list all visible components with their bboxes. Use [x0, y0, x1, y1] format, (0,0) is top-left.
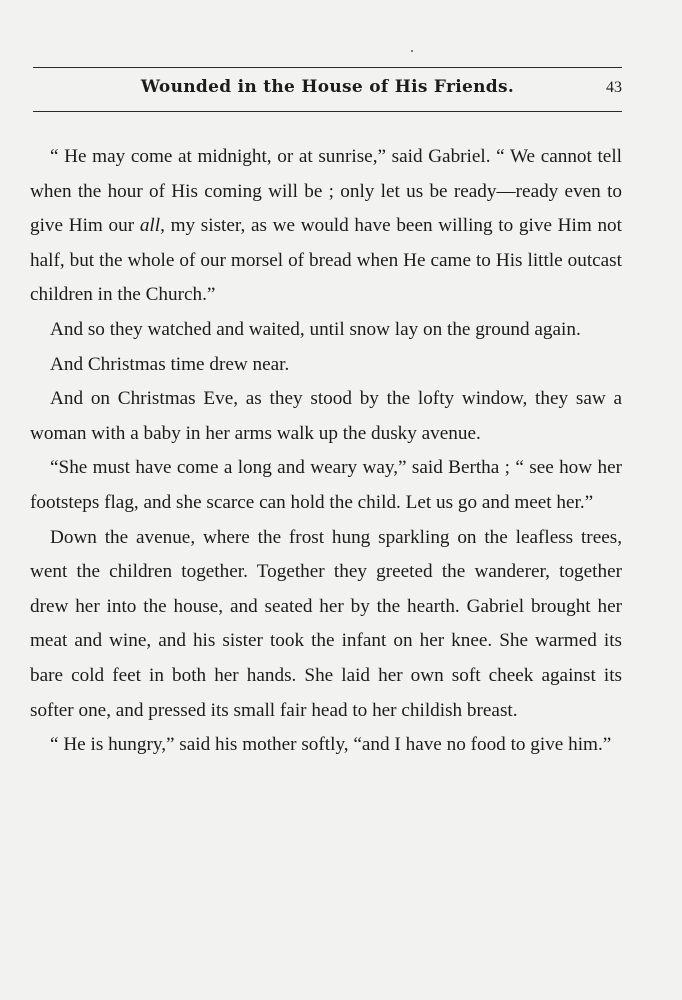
page-number: 43 [606, 79, 622, 96]
header-rule-top [33, 67, 622, 68]
paragraph: “She must have come a long and weary way,” said Bertha ; “ see how her footsteps flag, and she scarce can hold the child. Let us go and meet her.” [30, 457, 622, 513]
emphasis: all [139, 215, 161, 237]
paragraph: Down the avenue, where the frost hung sparkling on the leafless trees, went the children together. Together they greeted the wanderer, together drew her into the house, and seated her by the hearth. Gabriel brought her meat and wine, and his sister took the infant on her knee. She warmed its bare cold feet in both her hands. She laid her own soft cheek against its softer one, and pressed its small fair head to her childish breast. [30, 526, 622, 721]
header-rule-bottom [33, 111, 622, 112]
paragraph: “ He may come at midnight, or at sunrise,” said Gabriel. “ We cannot tell when the hour of His coming will be ; only let us be ready—ready even to give Him our all, my sister, as we would have been willing to give Him not half, but the whole of our morsel of bread when He came to His little outcast children in the Church.” [30, 146, 622, 306]
body-text [30, 140, 622, 763]
paragraph: And on Christmas Eve, as they stood by the lofty window, they saw a woman with a baby in her arms walk up the dusky avenue. [30, 388, 622, 444]
print-speck [411, 50, 413, 52]
paragraph: And Christmas time drew near. [50, 353, 290, 375]
running-header-title: Wounded in the House of His Friends. [140, 77, 515, 97]
paragraph: “ He is hungry,” said his mother softly, “and I have no food to give him.” [50, 734, 612, 756]
paragraph: And so they watched and waited, until snow lay on the ground again. [50, 318, 581, 340]
